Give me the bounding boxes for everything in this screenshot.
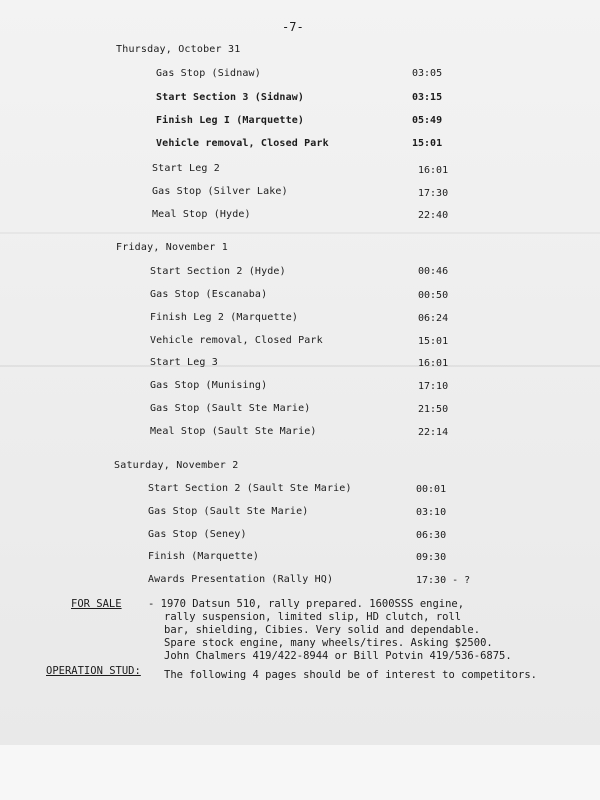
schedule-event: Finish Leg 2 (Marquette) [150, 312, 299, 323]
scan-background [0, 745, 600, 800]
schedule-event: Finish (Marquette) [148, 551, 260, 562]
schedule-time: 21:50 [418, 404, 449, 415]
paper-fold [0, 232, 600, 234]
schedule-time: 06:24 [418, 313, 449, 324]
schedule-event: Gas Stop (Escanaba) [150, 289, 268, 300]
schedule-event: Meal Stop (Sault Ste Marie) [150, 426, 317, 437]
schedule-time: 00:46 [418, 266, 449, 277]
day-heading-saturday: Saturday, November 2 [114, 460, 239, 471]
for-sale-line: bar, shielding, Cibies. Very solid and dependable. [164, 624, 481, 636]
schedule-time: 03:15 [412, 92, 443, 103]
schedule-time: 00:50 [418, 290, 449, 301]
schedule-time: 15:01 [412, 138, 443, 149]
schedule-time: 16:01 [418, 165, 449, 176]
schedule-event: Awards Presentation (Rally HQ) [148, 574, 334, 585]
schedule-time: 22:40 [418, 210, 449, 221]
schedule-event: Gas Stop (Sault Ste Marie) [150, 403, 311, 414]
schedule-time: 03:05 [412, 68, 443, 79]
schedule-time: 06:30 [416, 530, 447, 541]
schedule-event: Gas Stop (Seney) [148, 529, 247, 540]
schedule-event: Vehicle removal, Closed Park [150, 335, 323, 346]
schedule-event: Gas Stop (Sault Ste Marie) [148, 506, 309, 517]
schedule-time: 00:01 [416, 484, 447, 495]
operation-stud-label: OPERATION STUD: [46, 665, 141, 677]
for-sale-line: - 1970 Datsun 510, rally prepared. 1600SSS engine, [148, 598, 465, 610]
for-sale-line: Spare stock engine, many wheels/tires. Asking $2500. [164, 637, 493, 649]
day-heading-thursday: Thursday, October 31 [116, 44, 241, 55]
schedule-time: 17:30 - ? [416, 575, 471, 586]
schedule-event: Start Section 2 (Sault Ste Marie) [148, 483, 352, 494]
schedule-time: 17:10 [418, 381, 449, 392]
for-sale-line: rally suspension, limited slip, HD clutch, roll [164, 611, 462, 623]
schedule-time: 17:30 [418, 188, 449, 199]
operation-stud-text: The following 4 pages should be of interest to competitors. [164, 669, 537, 681]
schedule-time: 05:49 [412, 115, 443, 126]
schedule-event: Start Section 2 (Hyde) [150, 266, 286, 277]
schedule-event: Gas Stop (Sidnaw) [156, 68, 261, 79]
schedule-event: Vehicle removal, Closed Park [156, 138, 329, 149]
schedule-event: Start Leg 3 [150, 357, 218, 368]
for-sale-line: John Chalmers 419/422-8944 or Bill Potvin 419/536-6875. [164, 650, 512, 662]
schedule-event: Start Section 3 (Sidnaw) [156, 92, 305, 103]
schedule-event: Meal Stop (Hyde) [152, 209, 251, 220]
schedule-time: 22:14 [418, 427, 449, 438]
paper-fold [0, 365, 600, 367]
schedule-event: Start Leg 2 [152, 163, 220, 174]
page-number: -7- [282, 20, 304, 34]
schedule-time: 09:30 [416, 552, 447, 563]
schedule-event: Gas Stop (Silver Lake) [152, 186, 288, 197]
schedule-event: Finish Leg I (Marquette) [156, 115, 305, 126]
schedule-event: Gas Stop (Munising) [150, 380, 268, 391]
day-heading-friday: Friday, November 1 [116, 242, 228, 253]
schedule-time: 16:01 [418, 358, 449, 369]
for-sale-label: FOR SALE [71, 598, 122, 610]
schedule-time: 03:10 [416, 507, 447, 518]
schedule-time: 15:01 [418, 336, 449, 347]
